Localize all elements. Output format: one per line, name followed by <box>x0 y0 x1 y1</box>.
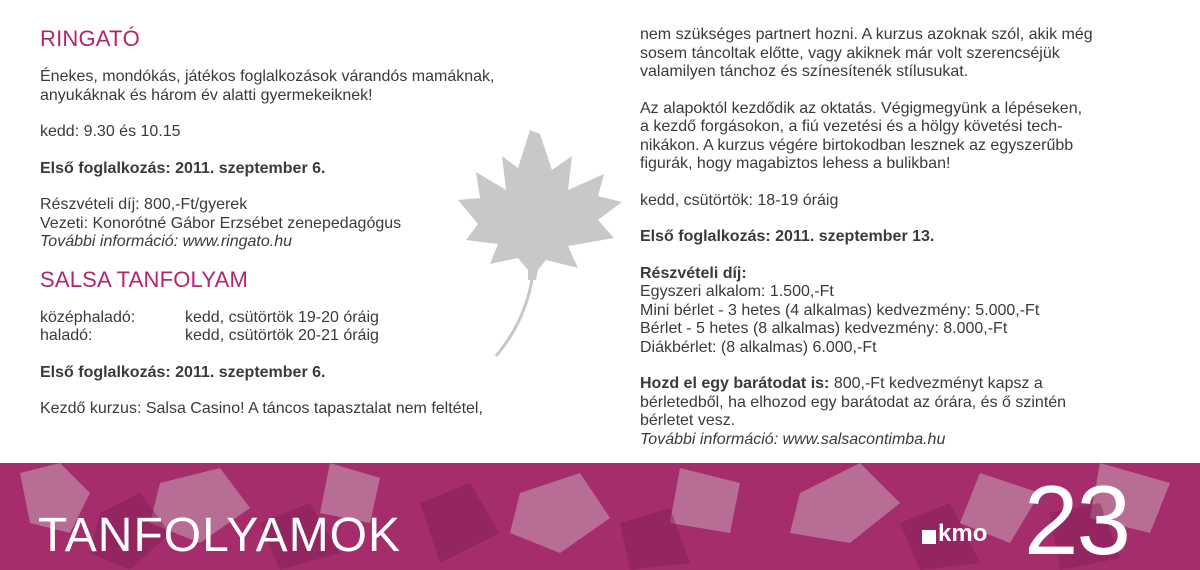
salsa-level-time: kedd, csütörtök 20-21 óráig <box>185 327 379 344</box>
footer-title: TANFOLYAMOK <box>38 509 402 562</box>
ringato-fee: Részvételi díj: 800,-Ft/gyerek <box>40 196 248 213</box>
salsa-para1-line: valamilyen tánchoz és színesítenék stílusukat. <box>640 63 969 80</box>
salsa-fee-item: Mini bérlet - 3 hetes (4 alkalmas) kedvezmény: 5.000,-Ft <box>640 301 1040 319</box>
salsa-level-label: haladó: <box>40 327 93 344</box>
salsa-fee-title: Részvételi díj: <box>640 264 747 282</box>
right-column <box>640 0 1170 449</box>
salsa-info: További információ: www.salsacontimba.hu <box>640 430 946 448</box>
ringato-title: RINGATÓ <box>40 26 140 51</box>
brand-square-icon <box>922 530 936 544</box>
salsa-schedule: kedd, csütörtök: 18-19 óráig <box>640 191 839 209</box>
salsa-para2-line: a kezdő forgásokon, a fiú vezetési és a hölgy követési tech- <box>640 118 1063 135</box>
salsa-fee-item: Bérlet - 5 hetes (8 alkalmas) kedvezmény: 8.000,-Ft <box>640 320 1008 337</box>
salsa-friend-line: bérletet vesz. <box>640 412 736 429</box>
salsa-para1-line: sosem táncoltak előtte, vagy akiknek már volt szerencséjük <box>640 44 1060 62</box>
ringato-first-session: Első foglalkozás: 2011. szeptember 6. <box>40 159 326 177</box>
salsa-para1-line: nem szükséges partnert hozni. A kurzus azoknak szól, akik még <box>640 26 1093 43</box>
salsa-friend-line: bérletedből, ha elhozod egy barátodat az órára, és ő szintén <box>640 393 1067 411</box>
maple-leaf-icon <box>418 120 648 360</box>
salsa-para2-line: nikákon. A kurzus végére birtokodban lesznek az egyszerűbb <box>640 136 1074 154</box>
salsa-intro: Kezdő kurzus: Salsa Casino! A táncos tapasztalat nem feltétel, <box>40 400 483 417</box>
page-number: 23 <box>1024 465 1130 570</box>
salsa-level-time: kedd, csütörtök 19-20 óráig <box>185 308 379 326</box>
brand-text: kmo <box>938 520 988 547</box>
salsa-fee-item: Egyszeri alkalom: 1.500,-Ft <box>640 283 834 300</box>
salsa-friend-line <box>640 375 1170 394</box>
salsa-para2-line: Az alapoktól kezdődik az oktatás. Végigmegyünk a lépéseken, <box>640 99 1083 117</box>
salsa-title: SALSA TANFOLYAM <box>40 266 248 292</box>
ringato-info: További információ: www.ringato.hu <box>40 233 292 250</box>
salsa-level-label: középhaladó: <box>40 308 136 326</box>
salsa-friend-rest: 800,-Ft kedvezményt kapsz a <box>829 375 1043 392</box>
brand-logo <box>922 521 987 547</box>
ringato-leader: Vezeti: Konorótné Gábor Erzsébet zenepedagógus <box>40 214 402 232</box>
salsa-friend-bold: Hozd el egy barátodat is: <box>640 375 830 392</box>
salsa-fee-item: Diákbérlet: (8 alkalmas) 6.000,-Ft <box>640 338 877 356</box>
salsa-para2-line: figurák, hogy magabiztos lehess a bulikban! <box>640 155 951 172</box>
salsa-first-session-2: Első foglalkozás: 2011. szeptember 13. <box>640 228 935 245</box>
ringato-schedule: kedd: 9.30 és 10.15 <box>40 123 181 140</box>
ringato-desc-line2: anyukáknak és három év alatti gyermekeiknek! <box>40 86 373 104</box>
salsa-first-session: Első foglalkozás: 2011. szeptember 6. <box>40 363 326 381</box>
ringato-desc-line1: Énekes, mondókás, játékos foglalkozások várandós mamáknak, <box>40 68 495 85</box>
